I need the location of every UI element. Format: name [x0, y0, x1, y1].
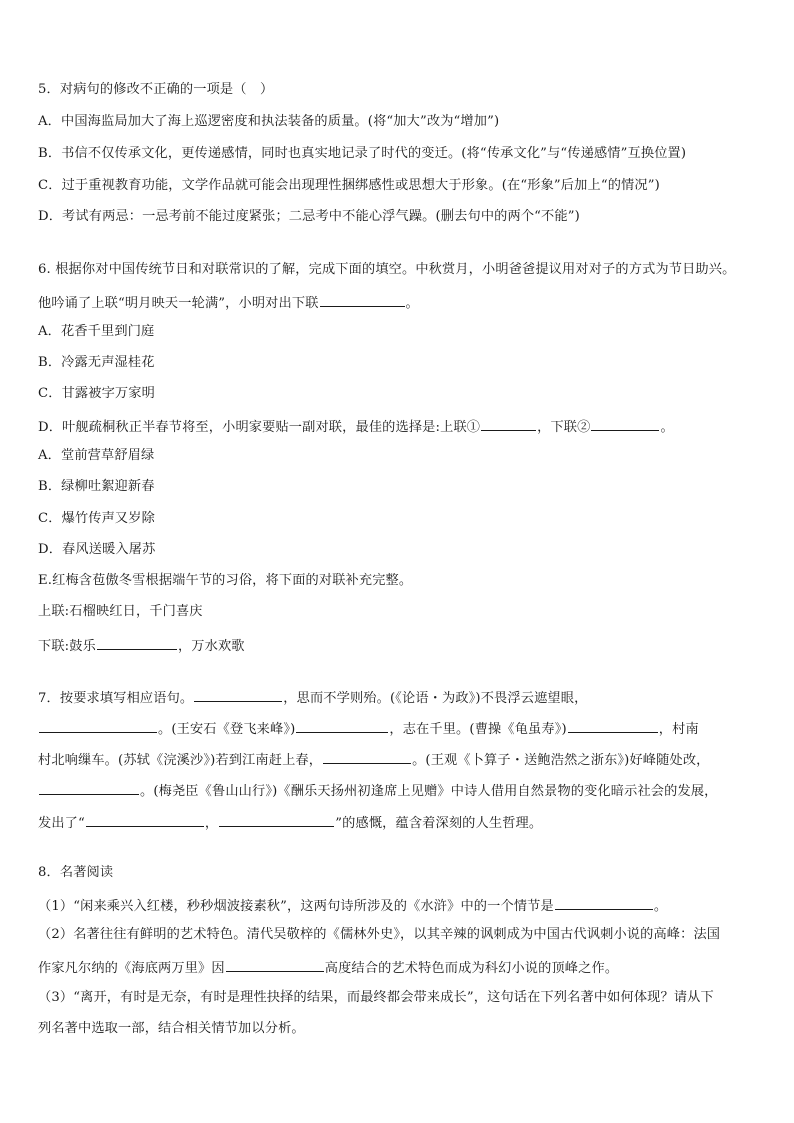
- q7-line4: [38, 779, 766, 802]
- q8-part3-line1: （3）“离开，有时是无奈，有时是理性抉择的结果，而最终都会带来成长”，这句话在下列名著中如何体现？请从下: [38, 990, 714, 1005]
- answer-blank[interactable]: [97, 634, 177, 650]
- q7-line3-end: 。(王观《卜算子・送鲍浩然之浙东》)好峰随处改，: [412, 753, 710, 768]
- q7-line5-mid: ，: [204, 816, 219, 831]
- answer-blank[interactable]: [481, 415, 536, 431]
- answer-blank[interactable]: [323, 748, 411, 764]
- q6-stem-line2-text: 他吟诵了上联“明月映天一轮满”，小明对出下联: [38, 296, 319, 311]
- q6-sub-option-b: B．绿柳吐絮迎新春: [38, 479, 155, 494]
- q8-part3-line2: 列名著中选取一部，结合相关情节加以分析。: [38, 1021, 305, 1036]
- q6-stem-line1: 6. 根据你对中国传统节日和对联常识的了解，完成下面的填空。中秋赏月，小明爸爸提议用对对子的方式为节日助兴。: [38, 262, 736, 277]
- q6-lower-couplet: [38, 634, 766, 657]
- q8-part1-end: 。: [653, 899, 668, 914]
- q7-line1-mid: ，思而不学则殆。(《论语・为政》)不畏浮云遮望眼，: [283, 691, 588, 706]
- q6-option-d-end: 。: [660, 420, 674, 435]
- answer-blank[interactable]: [226, 956, 324, 972]
- q7-line2-mid: 。(王安石《登飞来峰》): [158, 722, 296, 737]
- q6-stem-line2-end: 。: [405, 296, 419, 311]
- answer-blank[interactable]: [194, 686, 282, 702]
- q6-option-e: E.红梅含苞傲冬雪根据端午节的习俗，将下面的对联补充完整。: [38, 573, 413, 588]
- q8-part2-line2: [38, 956, 766, 979]
- answer-blank[interactable]: [555, 894, 653, 910]
- q6-lower-couplet-end: ，万水欢歌: [177, 639, 245, 654]
- q7-line5-end: ”的感慨，蕴含着深刻的人生哲理。: [335, 816, 543, 831]
- q7-line2-mid2: ，志在千里。(曹操《龟虽寿》): [389, 722, 567, 737]
- q7-line5: [38, 811, 766, 834]
- q6-option-d: [38, 415, 766, 438]
- answer-blank[interactable]: [86, 811, 204, 827]
- q5-stem: 5．对病句的修改不正确的一项是（ ）: [38, 82, 274, 97]
- q6-lower-couplet-text: 下联:鼓乐: [38, 639, 96, 654]
- q6-sub-option-d: D．春风送暖入屠苏: [38, 542, 156, 557]
- q8-part2-line2-text: 作家凡尔纳的《海底两万里》因: [38, 961, 225, 976]
- q8-part2-line1: （2）名著往往有鲜明的艺术特色。清代吴敬梓的《儒林外史》，以其辛辣的讽刺成为中国古代讽刺小说的高峰：法国: [38, 927, 721, 942]
- q8-title: 8．名著阅读: [38, 865, 114, 880]
- q6-sub-option-a: A．堂前营草舒眉绿: [38, 448, 155, 463]
- answer-blank[interactable]: [39, 717, 157, 733]
- q8-part1-text: （1）“闲来乘兴入红楼，秒秒烟波接素秋”，这两句诗所涉及的《水浒》中的一个情节是: [38, 899, 554, 914]
- q7-line1-text: 7．按要求填写相应语句。: [38, 691, 194, 706]
- q5-option-b: B．书信不仅传承文化，更传递感情，同时也真实地记录了时代的变迁。(将“传承文化”与“传递感情”互换位置): [38, 146, 687, 161]
- q7-line3-text: 村北响缫车。(苏轼《浣溪沙》)若到江南赶上春，: [38, 753, 323, 768]
- q7-line2: [38, 717, 766, 740]
- answer-blank[interactable]: [591, 415, 659, 431]
- q6-stem-line2: [38, 291, 766, 314]
- answer-blank[interactable]: [219, 811, 334, 827]
- q7-line2-end: ，村南: [658, 722, 699, 737]
- answer-blank[interactable]: [320, 291, 405, 307]
- q6-option-d-text: D．叶舰疏桐秋正半春节将至，小明家要贴一副对联，最佳的选择是:上联①: [38, 420, 481, 435]
- answer-blank[interactable]: [568, 717, 658, 733]
- answer-blank[interactable]: [296, 717, 388, 733]
- q5-option-d: D．考试有两忌：一忌考前不能过度紧张；二忌考中不能心浮气躁。(删去句中的两个“不能”): [38, 209, 580, 224]
- q6-upper-couplet: 上联:石榴映红日，千门喜庆: [38, 604, 203, 619]
- q6-option-b: B．冷露无声湿桂花: [38, 355, 155, 370]
- q8-part2-line2-end: 高度结合的艺术特色而成为科幻小说的顶峰之作。: [324, 961, 619, 976]
- q5-option-c: C．过于重视教育功能，文学作品就可能会出现理性捆绑感性或思想大于形象。(在“形象”后加上“的情况”): [38, 178, 660, 193]
- q6-sub-option-c: C．爆竹传声又岁除: [38, 511, 155, 526]
- answer-blank[interactable]: [39, 779, 139, 795]
- q6-option-a: A．花香千里到门庭: [38, 324, 155, 339]
- q7-line1: [38, 686, 766, 709]
- q8-part1: [38, 894, 766, 917]
- q7-line5-text: 发出了“: [38, 816, 85, 831]
- q6-option-d-mid: ，下联②: [537, 420, 591, 435]
- q7-line4-end: 。(梅尧臣《鲁山山行》)《酬乐天扬州初逢席上见赠》中诗人借用自然景物的变化暗示社会的发展，: [140, 784, 718, 799]
- q6-option-c: C．甘露被字万家明: [38, 386, 155, 401]
- q5-option-a: A．中国海监局加大了海上巡逻密度和执法装备的质量。(将“加大”改为“增加”): [38, 114, 500, 129]
- q7-line3: [38, 748, 766, 771]
